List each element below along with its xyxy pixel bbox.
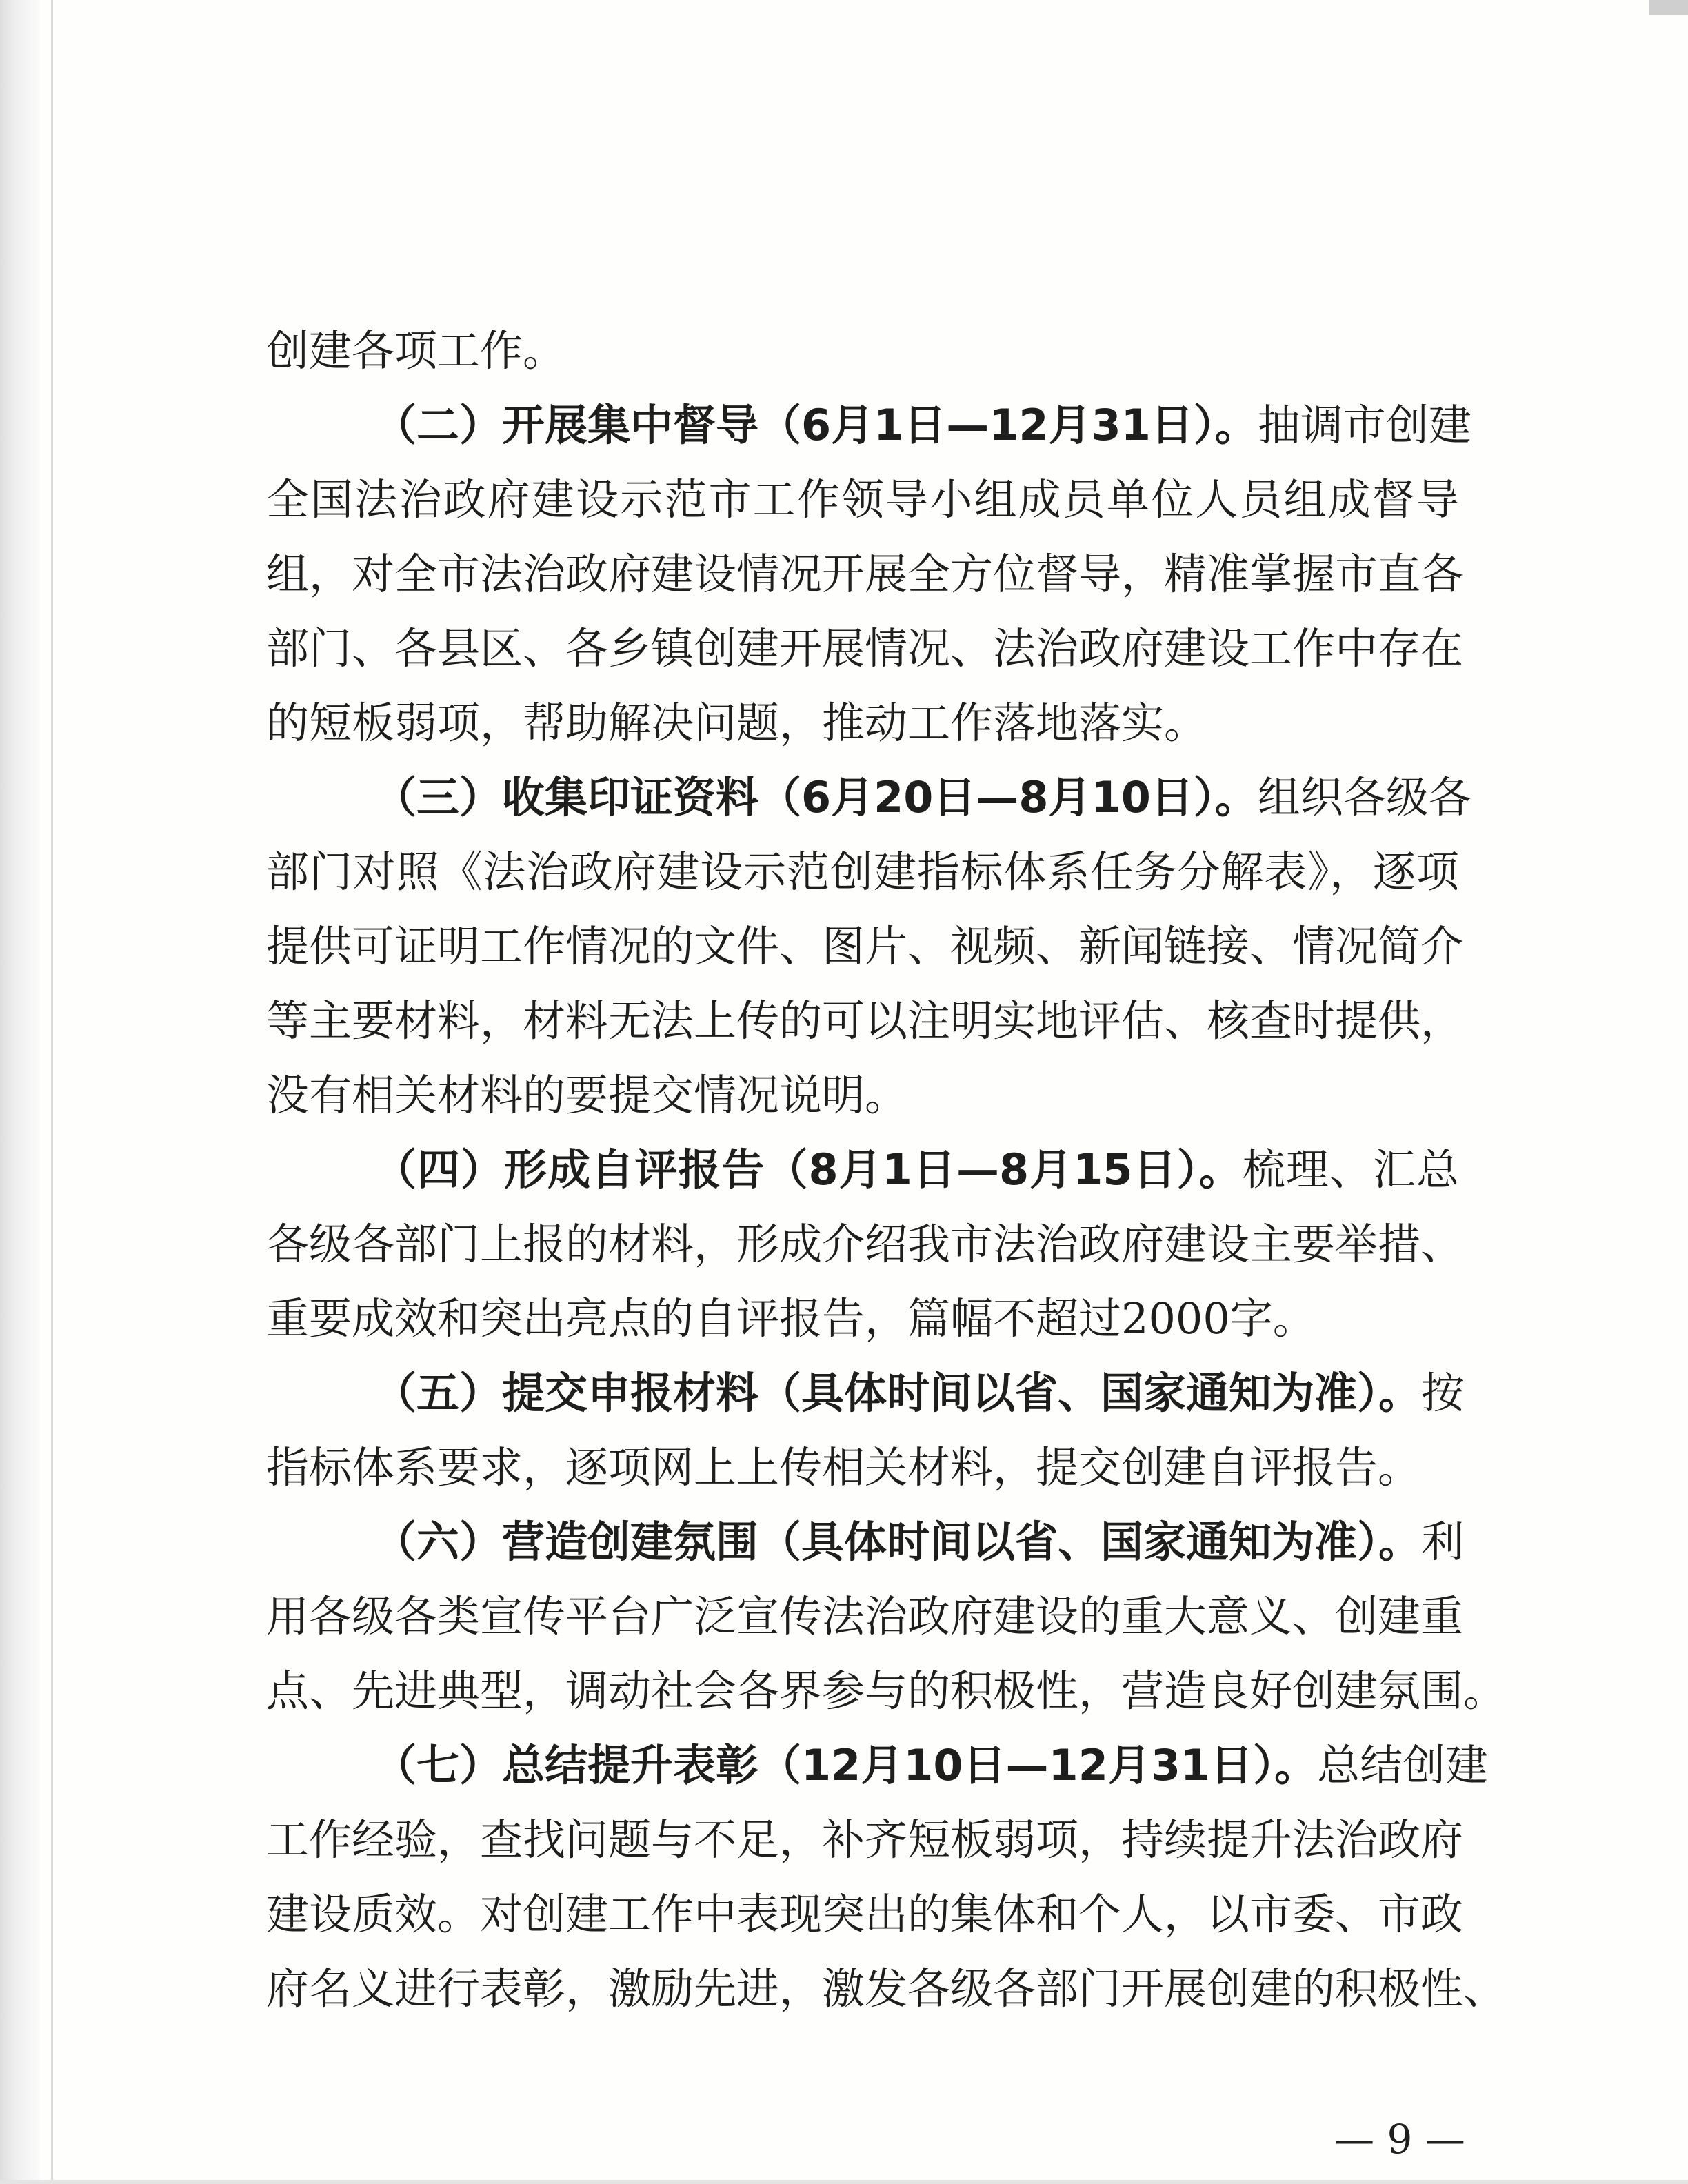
text-line: [266, 1877, 1464, 1952]
section-heading-line: [266, 388, 1471, 463]
line-text: 利: [1421, 1517, 1465, 1567]
scan-shadow-bottom: [0, 2180, 1688, 2184]
line-text: 创建各项工作。: [266, 325, 566, 376]
section-heading: （二）开展集中督导（6月1日—12月31日）。: [374, 400, 1258, 450]
line-text: 点、先进典型，调动社会各界参与的积极性，营造良好创建氛围。: [266, 1666, 1507, 1716]
line-text: 按: [1421, 1368, 1465, 1418]
section-heading: （三）收集印证资料（6月20日—8月10日）。: [374, 772, 1258, 822]
text-line: [266, 1803, 1464, 1877]
text-line: [266, 537, 1464, 611]
line-text: 府名义进行表彰，激励先进，激发各级各部门开展创建的积极性、: [266, 1963, 1507, 2014]
text-line: [266, 835, 1459, 909]
section-heading: （五）提交申报材料（具体时间以省、国家通知为准）。: [374, 1368, 1422, 1418]
section-heading-line: [266, 1133, 1459, 1207]
scan-shadow-left: [0, 0, 40, 2184]
line-text: 的短板弱项，帮助解决问题，推动工作落地落实。: [266, 698, 1207, 748]
text-line: [266, 314, 1459, 388]
section-heading-line: [266, 760, 1471, 835]
line-text: 各级各部门上报的材料，形成介绍我市法治政府建设主要举措、: [266, 1219, 1464, 1269]
line-text: 梳理、汇总: [1242, 1144, 1459, 1195]
scan-corner-mark: [1649, 0, 1688, 15]
section-heading-line: [266, 1505, 1465, 1579]
text-line: [266, 1654, 1507, 1728]
text-line: [266, 686, 1459, 760]
scan-binding-line: [51, 0, 53, 2184]
line-text: 重要成效和突出亮点的自评报告，篇幅不超过2000字。: [266, 1293, 1316, 1344]
line-text: 组织各级各: [1257, 772, 1471, 822]
line-text: 用各级各类宣传平台广泛宣传法治政府建设的重大意义、创建重: [266, 1591, 1464, 1641]
line-text: 指标体系要求，逐项网上上传相关材料，提交创建自评报告。: [266, 1442, 1421, 1493]
text-line: [266, 1058, 1459, 1133]
section-heading-line: [266, 1356, 1465, 1430]
line-text: 总结创建: [1317, 1740, 1489, 1790]
page-number: — 9 —: [1334, 2116, 1465, 2163]
section-heading: （七）总结提升表彰（12月10日—12月31日）。: [374, 1740, 1318, 1790]
line-text: 部门对照《法治政府建设示范创建指标体系任务分解表》，逐项: [266, 847, 1459, 897]
section-heading: （六）营造创建氛围（具体时间以省、国家通知为准）。: [374, 1517, 1422, 1567]
section-heading: （四）形成自评报告（8月1日—8月15日）。: [374, 1144, 1243, 1195]
text-line: [266, 1430, 1459, 1505]
text-line: [266, 984, 1464, 1058]
text-line: [266, 611, 1464, 686]
line-text: 工作经验，查找问题与不足，补齐短板弱项，持续提升法治政府: [266, 1814, 1464, 1865]
line-text: 没有相关材料的要提交情况说明。: [266, 1070, 908, 1120]
line-text: 提供可证明工作情况的文件、图片、视频、新闻链接、情况简介: [266, 921, 1464, 971]
line-text: 部门、各县区、各乡镇创建开展情况、法治政府建设工作中存在: [266, 623, 1464, 674]
text-line: [266, 1579, 1464, 1654]
text-line: [266, 1282, 1459, 1356]
text-line: [266, 463, 1459, 537]
line-text: 等主要材料，材料无法上传的可以注明实地评估、核查时提供，: [266, 995, 1464, 1046]
line-text: 建设质效。对创建工作中表现突出的集体和个人，以市委、市政: [266, 1889, 1464, 1939]
section-heading-line: [266, 1728, 1489, 1803]
text-line: [266, 909, 1464, 984]
text-line: [266, 1952, 1507, 2026]
line-text: 全国法治政府建设示范市工作领导小组成员单位人员组成督导: [266, 474, 1459, 525]
line-text: 组，对全市法治政府建设情况开展全方位督导，精准掌握市直各: [266, 549, 1464, 599]
document-body: [266, 314, 1507, 2026]
text-line: [266, 1207, 1464, 1282]
line-text: 抽调市创建: [1257, 400, 1471, 450]
